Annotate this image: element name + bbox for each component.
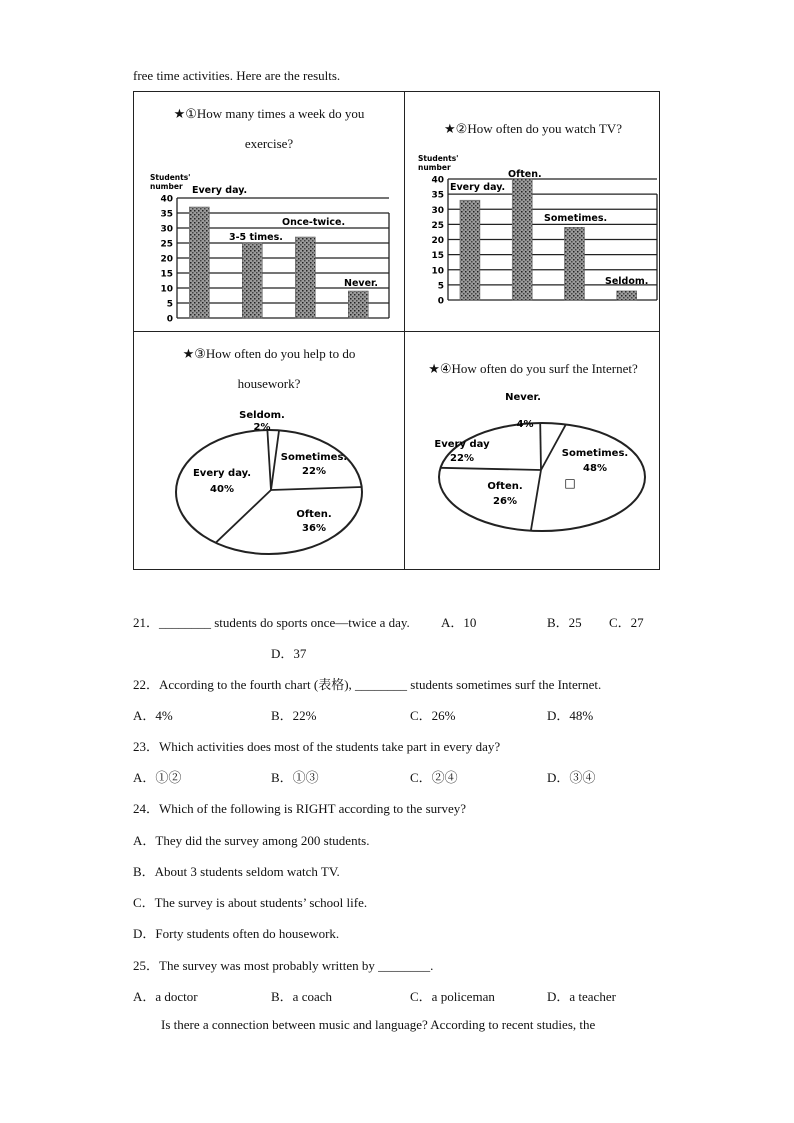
q23-option-a: A．①②: [133, 770, 182, 785]
y-tick-label: 5: [166, 299, 173, 310]
q21-option-c: C．27: [609, 615, 644, 630]
chart2-title: ★②How often do you watch TV?: [444, 121, 622, 136]
slice-label: Sometimes.: [561, 448, 629, 459]
pie-slice-edge: [271, 487, 362, 490]
y-tick-label: 20: [160, 254, 173, 265]
q22-stem: 22．According to the fourth chart (表格), ________ students sometimes surf the Internet.: [133, 677, 602, 692]
q24-option-d: D．Forty students often do housework.: [133, 926, 340, 941]
pie-chart-internet: [405, 392, 661, 562]
bar-chart-exercise: [134, 162, 404, 327]
q22-option-c: C．26%: [410, 708, 456, 723]
q22-option-b: B．22%: [271, 708, 317, 723]
bar: [512, 179, 532, 300]
slice-label: Often.: [296, 509, 332, 520]
q21-stem: 21．________ students do sports once—twice a day.: [133, 615, 410, 630]
q21-option-d: D．37: [271, 646, 307, 661]
q22-option-d: D．48%: [547, 708, 594, 723]
q22-option-a: A．4%: [133, 708, 173, 723]
slice-percent: 2%: [253, 422, 271, 433]
bar: [460, 200, 480, 300]
category-label: Every day.: [192, 185, 248, 196]
y-tick-label: 10: [431, 266, 444, 277]
y-tick-label: 25: [160, 239, 173, 250]
intro-text: free time activities. Here are the results.: [133, 68, 341, 83]
bar: [189, 207, 209, 318]
slice-percent: 40%: [210, 484, 234, 495]
y-axis-label: number: [150, 182, 183, 191]
pie-slice-edge: [441, 468, 541, 470]
q23-option-d: D．③④: [547, 770, 596, 785]
y-tick-label: 30: [160, 224, 173, 235]
y-tick-label: 20: [431, 236, 444, 246]
q25-option-c: C．a policeman: [410, 989, 495, 1004]
category-label: Seldom.: [605, 276, 649, 287]
slice-percent: 36%: [302, 523, 326, 534]
y-tick-label: 15: [431, 251, 444, 262]
pie-slice-edge: [531, 470, 541, 531]
pie-slice-edge: [271, 430, 279, 490]
q25-stem: 25．The survey was most probably written by ________.: [133, 958, 434, 973]
category-label: Sometimes.: [544, 213, 608, 224]
y-axis-label: Students': [418, 154, 459, 163]
slice-label: Never.: [505, 392, 541, 403]
q24-option-a: A．They did the survey among 200 students.: [133, 833, 370, 848]
q25-option-d: D．a teacher: [547, 989, 616, 1004]
slice-percent: 4%: [516, 419, 534, 430]
slice-label: Seldom.: [239, 410, 285, 421]
q24-option-b: B．About 3 students seldom watch TV.: [133, 864, 340, 879]
q23-option-b: B．①③: [271, 770, 319, 785]
q25-option-a: A．a doctor: [133, 989, 198, 1004]
q21-option-b: B．25: [547, 615, 582, 630]
category-label: Every day.: [450, 182, 506, 193]
chart4-title: ★④How often do you surf the Internet?: [428, 361, 638, 376]
pie-slice-edge: [216, 490, 271, 543]
slice-label: Often.: [487, 481, 523, 492]
y-tick-label: 35: [431, 190, 444, 201]
y-tick-label: 40: [431, 175, 444, 186]
y-tick-label: 40: [160, 194, 173, 205]
table-divider-horizontal: [134, 331, 659, 332]
q23-stem: 23．Which activities does most of the students take part in every day?: [133, 739, 501, 754]
y-tick-label: 15: [160, 269, 173, 280]
pie-slice-edge: [540, 423, 541, 470]
q23-option-c: C．②④: [410, 770, 458, 785]
bar: [242, 243, 262, 318]
category-label: 3-5 times.: [229, 232, 283, 243]
y-axis-label: Students': [150, 173, 191, 182]
chart3-title-line2: housework?: [237, 376, 301, 391]
slice-label: Every day: [434, 439, 490, 450]
bar-chart-tv: [405, 147, 661, 317]
y-axis-label: number: [418, 163, 451, 172]
bar: [295, 237, 315, 318]
slice-percent: 22%: [450, 453, 474, 464]
category-label: Often.: [508, 169, 542, 180]
y-tick-label: 0: [437, 296, 444, 307]
slice-label: Sometimes.: [280, 452, 348, 463]
y-tick-label: 5: [437, 281, 444, 292]
bar: [348, 291, 368, 318]
pie-slice-edge: [267, 430, 271, 490]
y-tick-label: 25: [431, 220, 444, 231]
y-tick-label: 30: [431, 205, 444, 216]
checkbox-marker: □: [564, 476, 576, 490]
y-tick-label: 0: [166, 314, 173, 325]
chart3-title-line1: ★③How often do you help to do: [182, 346, 356, 361]
q25-option-b: B．a coach: [271, 989, 333, 1004]
bar: [617, 291, 637, 300]
category-label: Never.: [344, 278, 378, 289]
next-passage-text: Is there a connection between music and language? According to recent studies, the: [161, 1017, 596, 1032]
slice-percent: 26%: [493, 496, 517, 507]
slice-percent: 48%: [583, 463, 607, 474]
y-tick-label: 35: [160, 209, 173, 220]
q24-option-c: C．The survey is about students’ school life.: [133, 895, 368, 910]
q24-stem: 24．Which of the following is RIGHT according to the survey?: [133, 801, 466, 816]
q21-option-a: A．10: [441, 615, 477, 630]
survey-charts-table: [133, 91, 660, 570]
slice-label: Every day.: [192, 468, 252, 479]
category-label: Once-twice.: [282, 217, 346, 228]
bar: [564, 227, 584, 300]
slice-percent: 22%: [302, 466, 326, 477]
pie-chart-housework: [134, 402, 404, 567]
chart1-title-line1: ★①How many times a week do you: [173, 106, 365, 121]
chart1-title-line2: exercise?: [244, 136, 294, 151]
y-tick-label: 10: [160, 284, 173, 295]
